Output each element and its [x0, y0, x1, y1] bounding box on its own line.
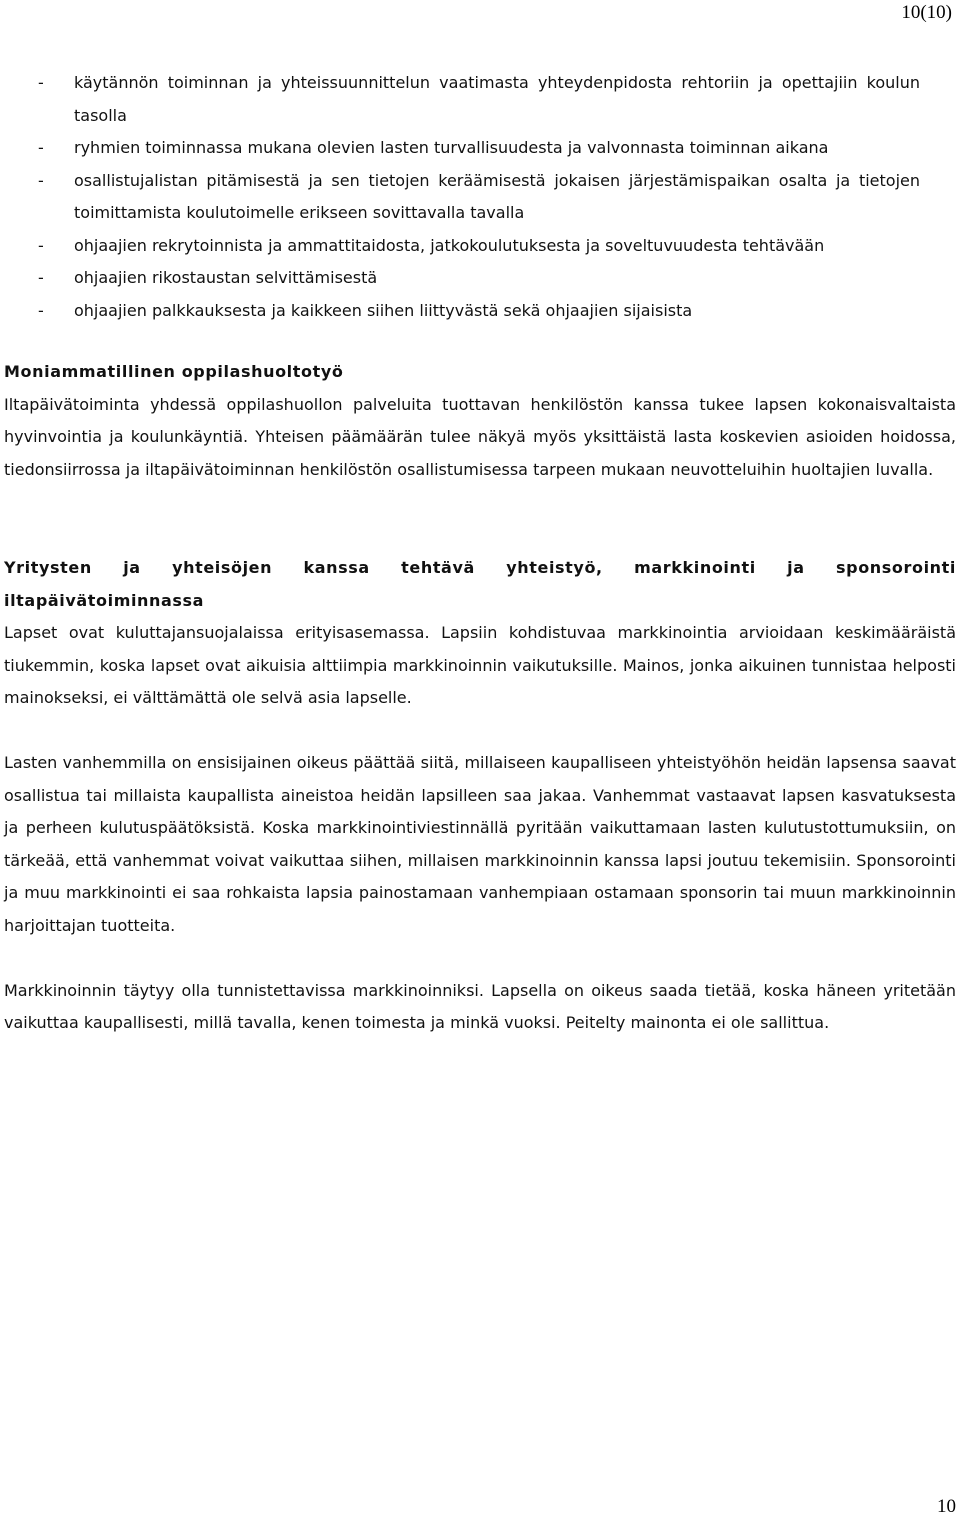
page-number-header: 10(10): [901, 2, 952, 23]
list-item: - käytännön toiminnan ja yhteissuunnittelun vaatimasta yhteydenpidosta rehtoriin ja opettajiin koulun tasolla: [0, 67, 960, 132]
section-markkinointi: [4, 552, 956, 1040]
page-number-footer: 10: [937, 1496, 956, 1517]
section-paragraph: Lasten vanhemmilla on ensisijainen oikeus päättää siitä, millaiseen kaupalliseen yhteistyöhön heidän lapsensa saavat osallistua tai millaista kaupallista aineistoa heidän lapsilleen saa jakaa. Vanhemmat vastaavat lapsen kasvatuksesta ja perheen kulutuspäätöksistä. Koska markkinointiviestinnällä pyritään vaikuttamaan lasten kulutustottumuksiin, on tärkeää, että vanhemmat voivat vaikuttaa siihen, millaisen markkinoinnin kanssa lapsi joutuu tekemisiin. Sponsorointi ja muu markkinointi ei saa rohkaista lapsia painostamaan vanhempiaan ostamaan sponsorin tai muun markkinoinnin harjoittajan tuotteita.: [4, 753, 956, 935]
list-item: - ohjaajien rekrytoinnista ja ammattitaidosta, jatkokoulutuksesta ja soveltuvuudesta tehtävään: [0, 230, 960, 263]
section-paragraph: Lapset ovat kuluttajansuojalaissa erityisasemassa. Lapsiin kohdistuvaa markkinointia arvioidaan keskimääräistä tiukemmin, koska lapset ovat aikuisia alttiimpia markkinoinnin vaikutuksille. Mainos, jonka aikuinen tunnistaa helposti mainokseksi, ei välttämättä ole selvä asia lapselle.: [4, 623, 956, 707]
section-heading: Yritysten ja yhteisöjen kanssa tehtävä yhteistyö, markkinointi ja sponsorointi iltapäivätoiminnassa: [4, 558, 956, 610]
bullet-dash: -: [38, 138, 44, 157]
bullet-dash: -: [38, 170, 44, 190]
bullet-dash: -: [38, 73, 44, 92]
list-item: - ohjaajien palkkauksesta ja kaikkeen siihen liittyvästä sekä ohjaajien sijaisista: [0, 295, 960, 328]
bullet-dash: -: [38, 268, 44, 287]
list-item: - ohjaajien rikostaustan selvittämisestä: [0, 262, 960, 295]
section-paragraph: Iltapäivätoiminta yhdessä oppilashuollon palveluita tuottavan henkilöstön kanssa tukee lapsen kokonaisvaltaista hyvinvointia ja koulunkäyntiä. Yhteisen päämäärän tulee näkyä myös yksittäistä lasta koskevien asioiden hoidossa, tiedonsiirrossa ja iltapäivätoiminnan henkilöstön osallistumisessa tarpeen mukaan neuvotteluihin huoltajien luvalla.: [4, 394, 956, 479]
bullet-dash: -: [38, 300, 44, 320]
list-item: - osallistujalistan pitämisestä ja sen tietojen keräämisestä jokaisen järjestämispaikan osalta ja tietojen toimittamista koulutoimelle erikseen sovittavalla tavalla: [0, 165, 960, 230]
section-paragraph: Markkinoinnin täytyy olla tunnistettavissa markkinoinniksi. Lapsella on oikeus saada tietää, koska häneen yritetään vaikuttaa kaupallisesti, millä tavalla, kenen toimesta ja minkä vuoksi. Peitelty mainonta ei ole sallittua.: [4, 980, 956, 1032]
section-heading: Moniammatillinen oppilashuoltotyö: [4, 362, 344, 381]
responsibility-list: [0, 67, 960, 327]
bullet-dash: -: [38, 235, 44, 255]
list-item: - ryhmien toiminnassa mukana olevien lasten turvallisuudesta ja valvonnasta toiminnan aikana: [0, 132, 960, 165]
section-oppilashuolto: [4, 356, 956, 486]
